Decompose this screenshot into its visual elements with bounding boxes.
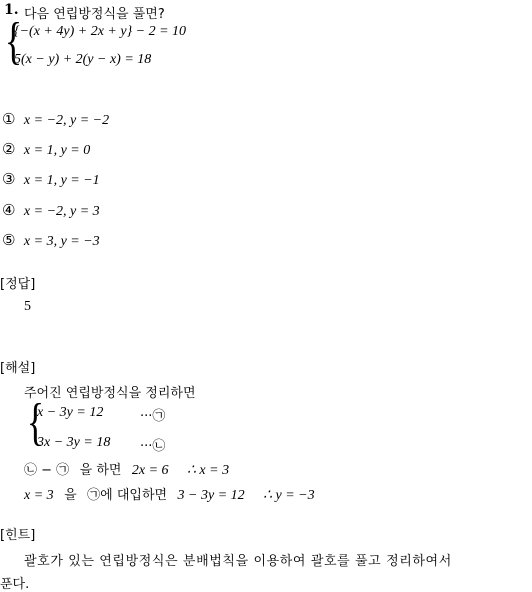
step1-result: 2x = 6 [131,463,169,478]
choice-mark: ② [2,140,16,158]
question-equation-2: 5(x − y) + 2(y − x) = 18 [14,52,152,67]
choice-text: x = 1, y = −1 [23,173,100,188]
question-number: 1. [4,2,19,18]
hint-line-1: 괄호가 있는 연립방정식은 분배법칙을 이용하여 괄호를 풀고 정리하여서 [24,554,452,569]
step2-value: x = 3 [24,488,54,503]
explanation-step-2 [24,484,315,504]
choice-item[interactable] [2,201,100,220]
explanation-equation-2-tag: ···㉡ [140,439,166,454]
answer-value: 5 [24,299,31,314]
step1-conclusion: ∴ x = 3 [187,463,230,478]
explanation-equation-1: x − 3y = 12 [37,405,104,420]
choice-item[interactable] [2,231,100,250]
step2-conclusion: ∴ y = −3 [263,488,315,503]
question-equation-1: {−(x + 4y) + 2x + y} − 2 = 10 [14,24,187,39]
explanation-brace: { [26,394,45,451]
step2-text: ㉠에 대입하면 [87,488,168,503]
choice-mark: ④ [2,201,16,219]
hint-heading: [힌트] [0,528,36,543]
step2-particle: 을 [64,488,77,503]
explanation-intro: 주어진 연립방정식을 정리하면 [24,386,196,401]
step1-text: 을 하면 [79,463,122,478]
hint-line-2: 푼다. [0,577,30,592]
explanation-heading: [해설] [0,361,36,376]
choice-text: x = −2, y = 3 [23,204,100,219]
choice-text: x = −2, y = −2 [23,113,110,128]
choice-item[interactable] [2,170,100,189]
explanation-equation-2: 3x − 3y = 18 [37,435,111,450]
question-prompt: 다음 연립방정식을 풀면? [24,7,165,22]
step2-equation: 3 − 3y = 12 [177,488,245,503]
choice-text: x = 3, y = −3 [23,234,100,249]
step1-expression: ㉡ − ㉠ [24,463,70,478]
choice-mark: ① [2,110,16,128]
choice-mark: ③ [2,170,16,188]
system-brace: { [4,13,23,70]
choice-item[interactable] [2,140,90,159]
answer-heading: [정답] [0,277,36,292]
choice-item[interactable] [2,110,109,129]
choice-text: x = 1, y = 0 [23,143,91,158]
choice-mark: ⑤ [2,231,16,249]
explanation-equation-1-tag: ···㉠ [140,409,166,424]
explanation-step-1 [24,459,229,479]
